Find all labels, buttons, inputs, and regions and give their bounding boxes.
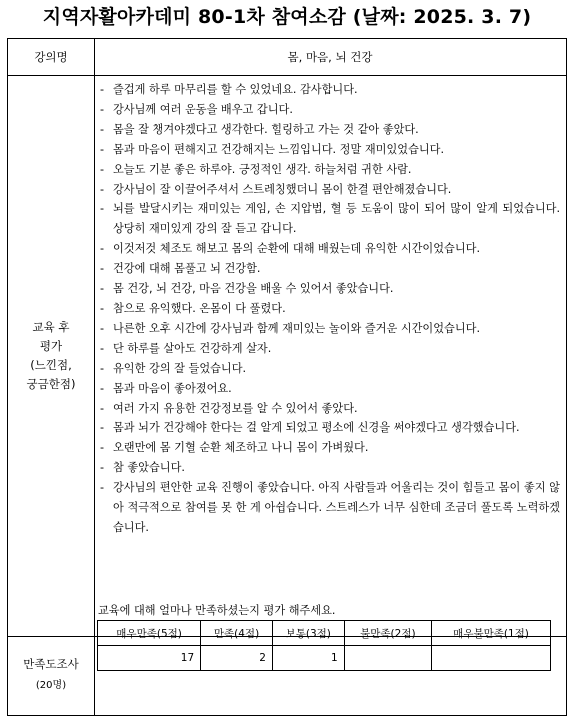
rating-column-header: 매우불만족(1점): [432, 621, 551, 646]
feedback-item: - 몸 건강, 뇌 건강, 마음 건강을 배울 수 있어서 좋았습니다.: [100, 279, 560, 299]
rating-header-row: [98, 621, 551, 646]
rating-column-header: 만족(4점): [201, 621, 273, 646]
feedback-label-line: 평가: [39, 338, 63, 353]
feedback-label-line: 교육 후: [32, 319, 70, 334]
feedback-item: - 몸과 마음이 좋아졌어요.: [100, 379, 560, 399]
lecture-name-label: 강의명: [34, 50, 68, 64]
rating-column-header: 보통(3점): [272, 621, 344, 646]
rating-column-header: 불만족(2점): [344, 621, 431, 646]
feedback-item: - 여러 가지 유용한 건강정보를 알 수 있어서 좋았다.: [100, 399, 560, 419]
feedback-item: - 참으로 유익했다. 온몸이 다 풀렸다.: [100, 299, 560, 319]
feedback-item: - 나른한 오후 시간에 강사님과 함께 재미있는 놀이와 즐거운 시간이었습니다.: [100, 319, 560, 339]
feedback-item: - 건강에 대해 몸풀고 뇌 건강함.: [100, 259, 560, 279]
rating-count: [344, 646, 431, 671]
feedback-item: - 오늘도 기분 좋은 하루야. 긍정적인 생각. 하늘처럼 귀한 사람.: [100, 160, 560, 180]
feedback-item: - 이것저것 체조도 해보고 몸의 순환에 대해 배웠는데 유익한 시간이었습니다.: [100, 239, 560, 259]
rating-count: [432, 646, 551, 671]
survey-question: 교육에 대해 얼마나 만족하셨는지 평가 해주세요.: [98, 604, 336, 617]
feedback-item: - 오랜만에 몸 기혈 순환 체조하고 나니 몸이 가벼웠다.: [100, 438, 560, 458]
rating-count: 17: [98, 646, 201, 671]
survey-label-text: 만족도조사: [23, 657, 79, 671]
feedback-item: - 몸을 잘 챙겨야겠다고 생각한다. 힐링하고 가는 것 같아 좋았다.: [100, 120, 560, 140]
survey-count: (20명): [35, 680, 67, 691]
column-divider: [94, 39, 95, 715]
feedback-item: - 즐겁게 하루 마무리를 할 수 있었네요. 감사합니다.: [100, 80, 560, 100]
document-title: 지역자활아카데미 80-1차 참여소감 (날짜: 2025. 3. 7): [42, 6, 532, 28]
feedback-item: - 단 하루를 살아도 건강하게 살자.: [100, 339, 560, 359]
rating-value-row: [98, 646, 551, 671]
feedback-label-line: 궁금한점): [26, 376, 76, 391]
rating-column-header: 매우만족(5점): [98, 621, 201, 646]
feedback-item: - 강사님께 여러 운동을 배우고 갑니다.: [100, 100, 560, 120]
feedback-item: - 몸과 뇌가 건강해야 한다는 걸 알게 되었고 평소에 신경을 써야겠다고 생각했습니다.: [100, 418, 560, 438]
feedback-item: - 강사님이 잘 이끌어주셔서 스트레칭했더니 몸이 한결 편안해졌습니다.: [100, 180, 560, 200]
feedback-item: - 강사님의 편안한 교육 진행이 좋았습니다. 아직 사람들과 어울리는 것이 힘들고 몸이 좋지 않아 적극적으로 참여를 못 한 게 아쉽습니다. 스트레스가 너무 심한데 조금더 풀도록 노력하겠습니다.: [100, 478, 560, 538]
feedback-label-line: (느낀점,: [30, 357, 72, 372]
lecture-name-value: 몸, 마음, 뇌 건강: [287, 50, 373, 64]
rating-count: 1: [272, 646, 344, 671]
feedback-list: [100, 80, 560, 538]
feedback-item: - 유익한 강의 잘 들었습니다.: [100, 359, 560, 379]
feedback-item: - 참 좋았습니다.: [100, 458, 560, 478]
survey-label: [8, 636, 94, 714]
feedback-item: - 몸과 마음이 편해지고 건강해지는 느낌입니다. 정말 재미있었습니다.: [100, 140, 560, 160]
feedback-item: - 뇌를 발달시키는 재미있는 게임, 손 지압법, 혈 등 도움이 많이 되어 많이 알게 되었습니다. 상당히 재미있게 강의 잘 듣고 갑니다.: [100, 199, 560, 239]
feedback-label: [8, 75, 94, 636]
rating-table: [97, 620, 551, 671]
rating-count: 2: [201, 646, 273, 671]
